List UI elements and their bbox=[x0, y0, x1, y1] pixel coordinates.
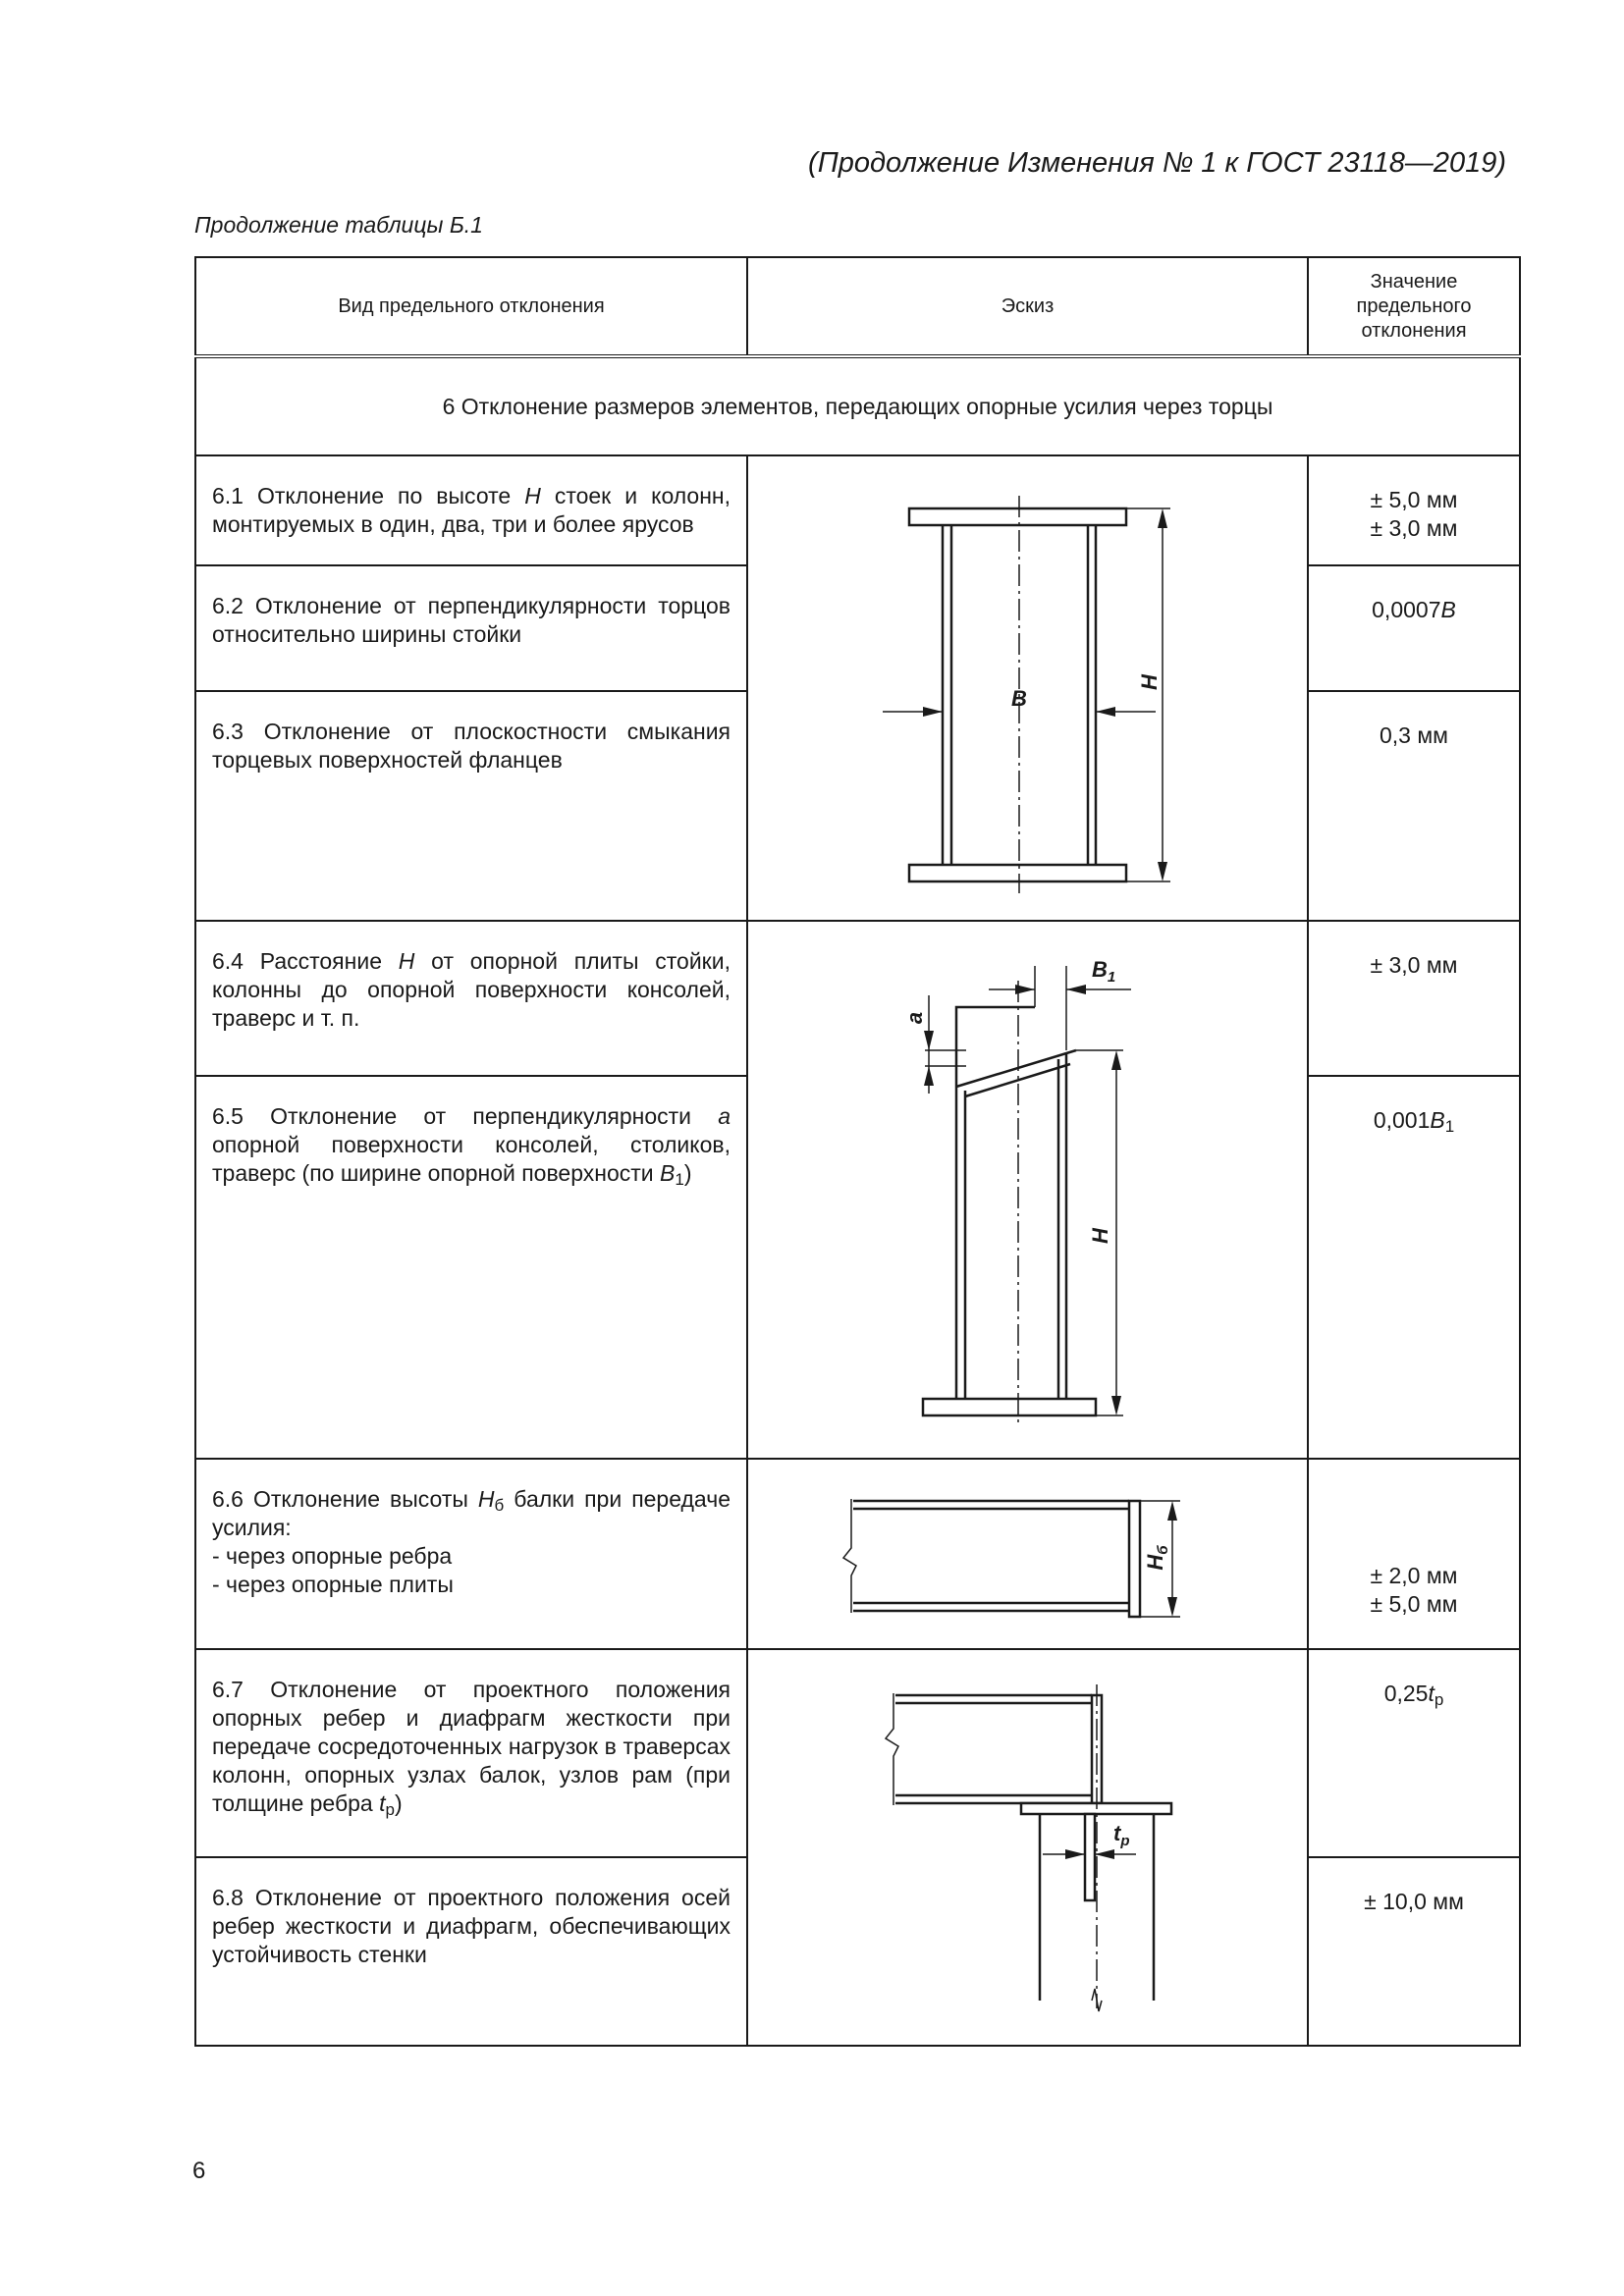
dim-label-h2: H bbox=[1088, 1228, 1112, 1244]
top-flange-plate bbox=[909, 508, 1126, 525]
base-plate bbox=[923, 1399, 1096, 1415]
section-title: 6 Отклонение размеров элементов, передающих опорные усилия через торцы bbox=[195, 356, 1520, 455]
dim-label-hb: $H_б$ bbox=[1143, 1545, 1171, 1571]
row-6-8-text: 6.8 Отклонение от проектного положения осей ребер жесткости и диафрагм, обеспечивающих устойчивость стенки bbox=[195, 1857, 747, 2046]
table-row bbox=[195, 1649, 1520, 1857]
col-header-sketch: Эскиз bbox=[747, 257, 1308, 356]
row-6-5-value: $0,001B_1$ bbox=[1308, 1076, 1520, 1459]
stiffener-rib bbox=[1085, 1814, 1095, 1900]
row-6-3-value: 0,3 мм bbox=[1308, 691, 1520, 921]
table-caption: Продолжение таблицы Б.1 bbox=[194, 212, 483, 238]
beam-sketch-svg bbox=[748, 1460, 1307, 1646]
row-6-2-value: 0,0007B bbox=[1308, 565, 1520, 691]
sketch-column-end-faces bbox=[747, 455, 1308, 921]
row-6-4-text: 6.4 Расстояние H от опорной плиты стойки, колонны до опорной поверхности консолей, траверс и т. п. bbox=[195, 921, 747, 1076]
row-6-7-value: $0,25t_р$ bbox=[1308, 1649, 1520, 1857]
dim-label-a: a bbox=[902, 1011, 927, 1025]
dim-label-b1: $B_1$ bbox=[1092, 957, 1116, 986]
sketch-stiffener-position bbox=[747, 1649, 1308, 2046]
dim-label-tp: $t_р$ bbox=[1113, 1821, 1130, 1849]
row-6-6-text: 6.6 Отклонение высоты $H_б$ балки при передаче усилия: - через опорные ребра - через опорные плиты bbox=[195, 1459, 747, 1649]
console-sketch-svg bbox=[748, 922, 1307, 1471]
beam-end-stiffener bbox=[1129, 1501, 1140, 1617]
row-6-1-text: 6.1 Отклонение по высоте H стоек и колонн, монтируемых в один, два, три и более ярусов bbox=[195, 455, 747, 565]
row-6-7-text: 6.7 Отклонение от проектного положения опорных ребер и диафрагм жесткости при передаче сосредоточенных нагрузок в траверсах колонн, опорных узлах балок, узлов рам (при толщине ребра $t_р$) bbox=[195, 1649, 747, 1857]
col-header-value: Значение предельного отклонения bbox=[1308, 257, 1520, 356]
row-6-8-value: ± 10,0 мм bbox=[1308, 1857, 1520, 2046]
table-row bbox=[195, 1459, 1520, 1649]
column-sketch-svg bbox=[748, 456, 1307, 932]
col-header-type: Вид предельного отклонения bbox=[195, 257, 747, 356]
section-row bbox=[195, 356, 1520, 455]
row-6-5-text: 6.5 Отклонение от перпендикулярности a опорной поверхности консолей, столиков, траверс (по ширине опорной поверхности $B_1$) bbox=[195, 1076, 747, 1459]
page-number: 6 bbox=[192, 2158, 206, 2184]
row-6-1-value: ± 5,0 мм ± 3,0 мм bbox=[1308, 455, 1520, 565]
table-row bbox=[195, 455, 1520, 565]
bottom-flange-plate bbox=[909, 865, 1126, 881]
table-header-row bbox=[195, 257, 1520, 356]
dim-label-h: H bbox=[1137, 674, 1162, 690]
table-row bbox=[195, 921, 1520, 1076]
row-6-3-text: 6.3 Отклонение от плоскостности смыкания торцевых поверхностей фланцев bbox=[195, 691, 747, 921]
deviation-table bbox=[194, 256, 1521, 2047]
dim-label-b: B bbox=[1011, 686, 1027, 711]
stiffener-sketch-svg bbox=[748, 1650, 1307, 2043]
sketch-console-support bbox=[747, 921, 1308, 1459]
row-6-4-value: ± 3,0 мм bbox=[1308, 921, 1520, 1076]
break-line bbox=[843, 1499, 856, 1613]
sketch-beam-height bbox=[747, 1459, 1308, 1649]
row-6-2-text: 6.2 Отклонение от перпендикулярности торцов относительно ширины стойки bbox=[195, 565, 747, 691]
row-6-6-value: ± 2,0 мм ± 5,0 мм bbox=[1308, 1459, 1520, 1649]
document-header: (Продолжение Изменения № 1 к ГОСТ 23118—2019) bbox=[808, 147, 1506, 179]
